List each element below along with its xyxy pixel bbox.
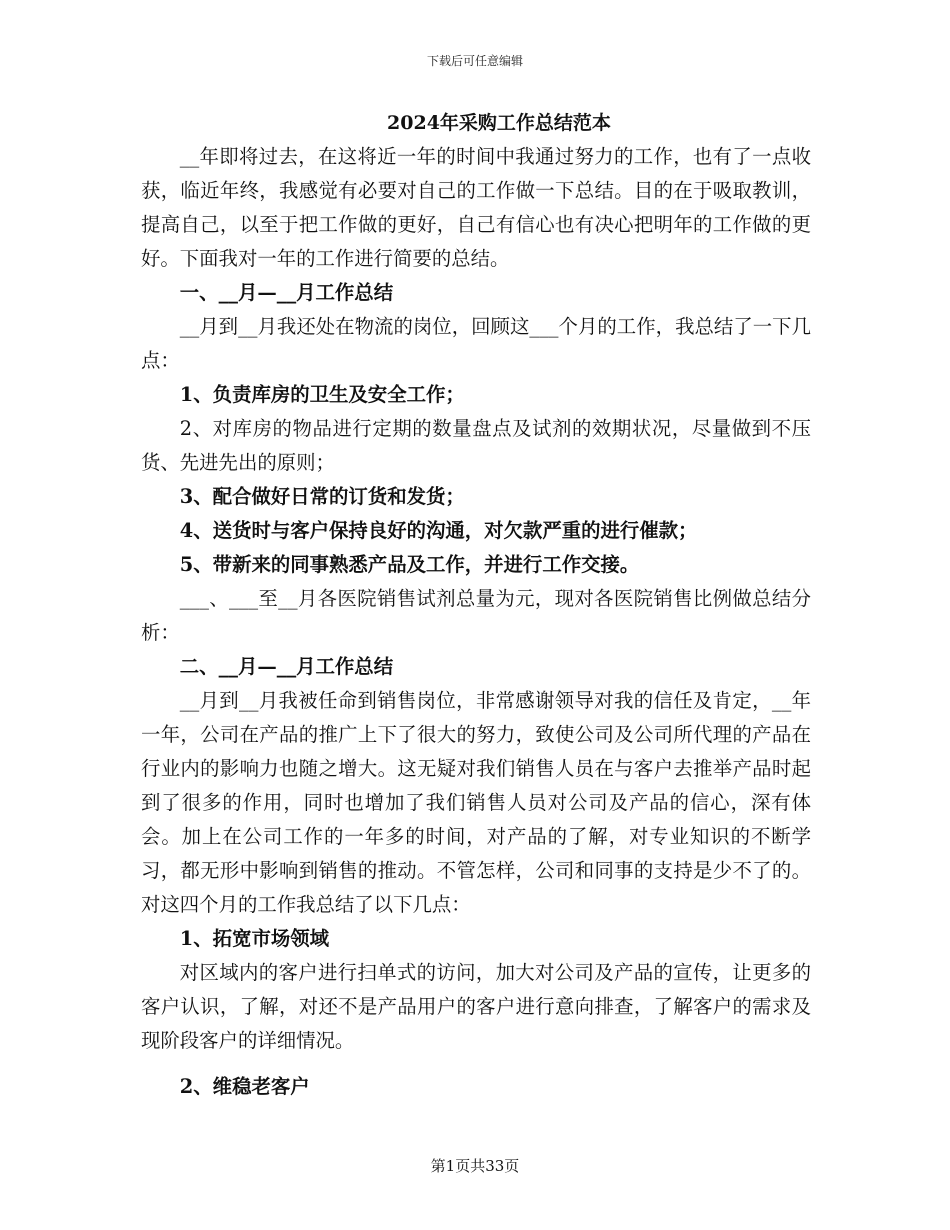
body-paragraph: 对区域内的客户进行扫单式的访问，加大对公司及产品的宣传，让更多的客户认识，了解，对还不是产品用户的客户进行意向排查，了解客户的需求及现阶段客户的详细情况。 [141, 961, 811, 1052]
list-item: 4、送货时与客户保持良好的沟通，对欠款严重的进行催款； [179, 519, 698, 542]
body-paragraph: __月到__月我被任命到销售岗位，非常感谢领导对我的信任及肯定，__年一年，公司在产品的推广上下了很大的努力，致使公司及公司所代理的产品在行业内的影响力也随之增大。这无疑对我们销售人员在与客户去推举产品时起到了很多的作用，同时也增加了我们销售人员对公司及产品的信心，深有体会。加上在公司工作的一年多的时间，对产品的了解，对专业知识的不断学习，都无形中影响到销售的推动。不管怎样，公司和同事的支持是少不了的。对这四个月的工作我总结了以下几点： [141, 689, 811, 916]
section-heading: 一、__月—__月工作总结 [179, 281, 394, 304]
list-item: 1、负责库房的卫生及安全工作； [179, 383, 465, 406]
intro-paragraph: __年即将过去，在这将近一年的时间中我通过努力的工作，也有了一点收获，临近年终，我感觉有必要对自己的工作做一下总结。目的在于吸取教训，提高自己，以至于把工作做的更好，自己有信心也有决心把明年的工作做的更好。下面我对一年的工作进行简要的总结。 [141, 145, 811, 270]
list-item: 3、配合做好日常的订货和发货； [179, 485, 465, 508]
page-header-note: 下载后可任意编辑 [426, 54, 523, 68]
section-heading: 二、__月—__月工作总结 [179, 655, 394, 678]
document-body [141, 140, 811, 1104]
page-number: 第1页共33页 [430, 1157, 520, 1175]
list-item: 2、对库房的物品进行定期的数量盘点及试剂的效期状况，尽量做到不压货、先进先出的原则； [141, 417, 811, 474]
body-paragraph: ___、___至__月各医院销售试剂总量为元，现对各医院销售比例做总结分析： [141, 587, 811, 644]
subsection-heading: 1、拓宽市场领域 [179, 927, 330, 950]
list-item: 5、带新来的同事熟悉产品及工作，并进行工作交接。 [179, 553, 640, 576]
document-title: 2024年采购工作总结范本 [387, 112, 611, 134]
body-paragraph: __月到__月我还处在物流的岗位，回顾这___个月的工作，我总结了一下几点： [141, 315, 811, 372]
subsection-heading: 2、维稳老客户 [179, 1075, 310, 1098]
